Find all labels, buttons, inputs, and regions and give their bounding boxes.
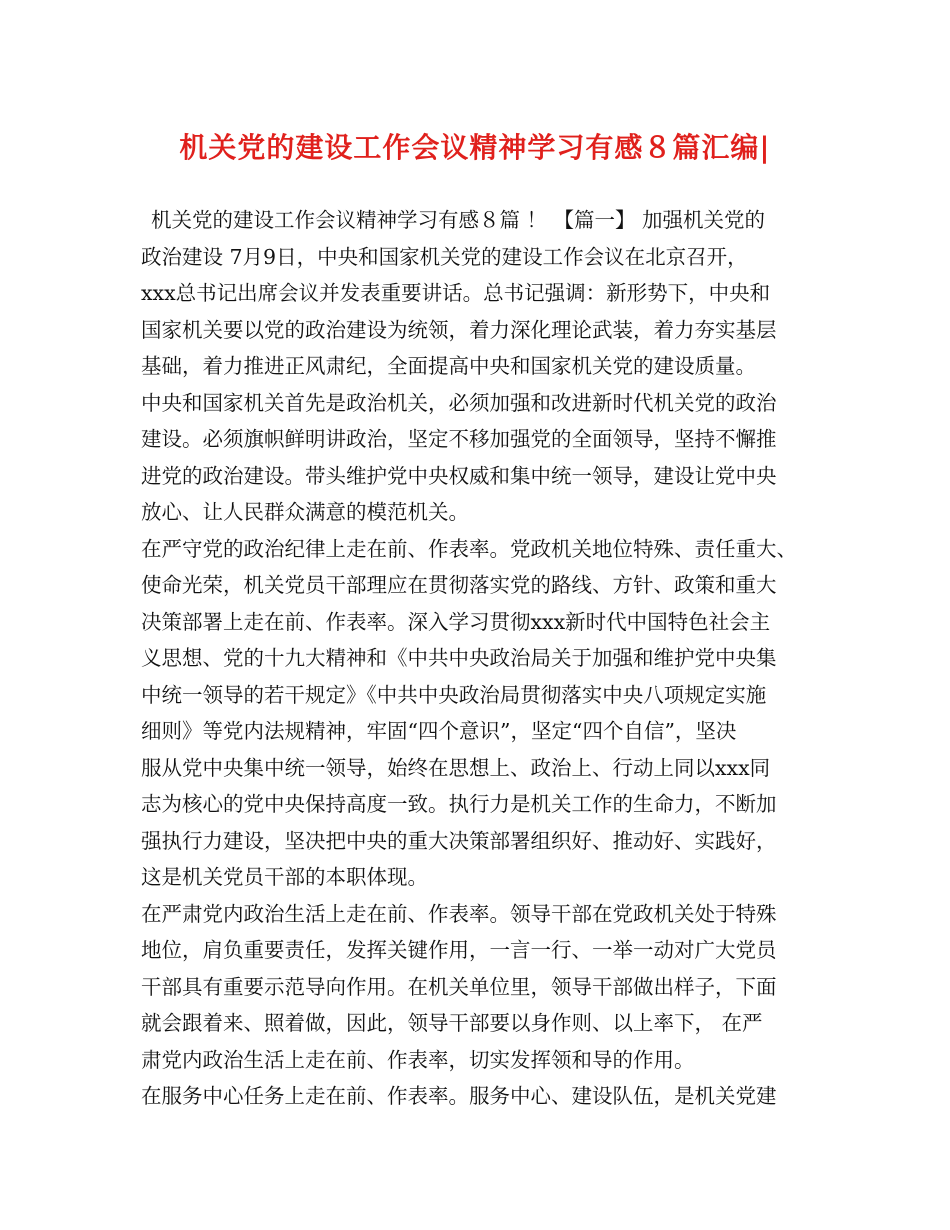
- body-line: 中央和国家机关首先是政治机关，必须加强和改进新时代机关党的政治: [141, 390, 777, 415]
- body-line: 在严肃党内政治生活上走在前、作表率。领导干部在党政机关处于特殊: [141, 901, 777, 926]
- body-line: 建设。必须旗帜鲜明讲政治，坚定不移加强党的全面领导，坚持不懈推: [141, 427, 777, 451]
- body-line: 在服务中心任务上走在前、作表率。服务中心、建设队伍，是机关党建: [141, 1084, 777, 1108]
- body-line: 政治建设 7月9日，中央和国家机关党的建设工作会议在北京召开，: [141, 244, 748, 269]
- body-line: 放心、让人民群众满意的模范机关。: [141, 500, 469, 524]
- body-line: 强执行力建设，坚决把中央的重大决策部署组织好、推动好、实践好，: [141, 828, 777, 853]
- body-line: 中统一领导的若干规定》《中共中央政治局贯彻落实中央八项规定实施: [141, 682, 767, 707]
- body-line: 就会跟着来、照着做，因此，领导干部要以身作则、以上率下， 在严: [141, 1011, 763, 1035]
- body-line: 服从党中央集中统一领导，始终在思想上、政治上、行动上同以xxx同: [141, 755, 771, 780]
- document-title: 机关党的建设工作会议精神学习有感８篇汇编|: [179, 131, 771, 164]
- body-line: 基础，着力推进正风肃纪，全面提高中央和国家机关党的建设质量。: [141, 354, 756, 378]
- body-line: 干部具有重要示范导向作用。在机关单位里，领导干部做出样子，下面: [141, 974, 777, 999]
- body-line: 决策部署上走在前、作表率。深入学习贯彻xxx新时代中国特色社会主: [141, 609, 771, 634]
- document-body: [141, 202, 831, 1115]
- body-line: 地位，肩负重要责任，发挥关键作用，一言一行、一举一动对广大党员: [141, 938, 777, 962]
- body-line: 肃党内政治生活上走在前、作表率，切实发挥领和导的作用。: [141, 1047, 695, 1072]
- body-line: 细则》等党内法规精神，牢固“四个意识”，坚定“四个自信”，坚决: [141, 719, 737, 743]
- body-line: 这是机关党员干部的本职体现。: [141, 865, 428, 889]
- body-line: 进党的政治建设。带头维护党中央权威和集中统一领导，建设让党中央: [141, 463, 777, 488]
- body-line: 义思想、党的十九大精神和《中共中央政治局关于加强和维护党中央集: [141, 646, 777, 670]
- body-line: xxx总书记出席会议并发表重要讲话。总书记强调：新形势下，中央和: [141, 281, 771, 305]
- body-line: 在严守党的政治纪律上走在前、作表率。党政机关地位特殊、责任重大、: [141, 536, 797, 561]
- body-line: 机关党的建设工作会议精神学习有感８篇 ！ 【篇一】 加强机关党的: [151, 208, 766, 232]
- body-line: 使命光荣，机关党员干部理应在贯彻落实党的路线、方针、政策和重大: [141, 573, 777, 597]
- body-line: 国家机关要以党的政治建设为统领，着力深化理论武装，着力夯实基层: [141, 317, 777, 342]
- body-line: 志为核心的党中央保持高度一致。执行力是机关工作的生命力，不断加: [141, 792, 777, 816]
